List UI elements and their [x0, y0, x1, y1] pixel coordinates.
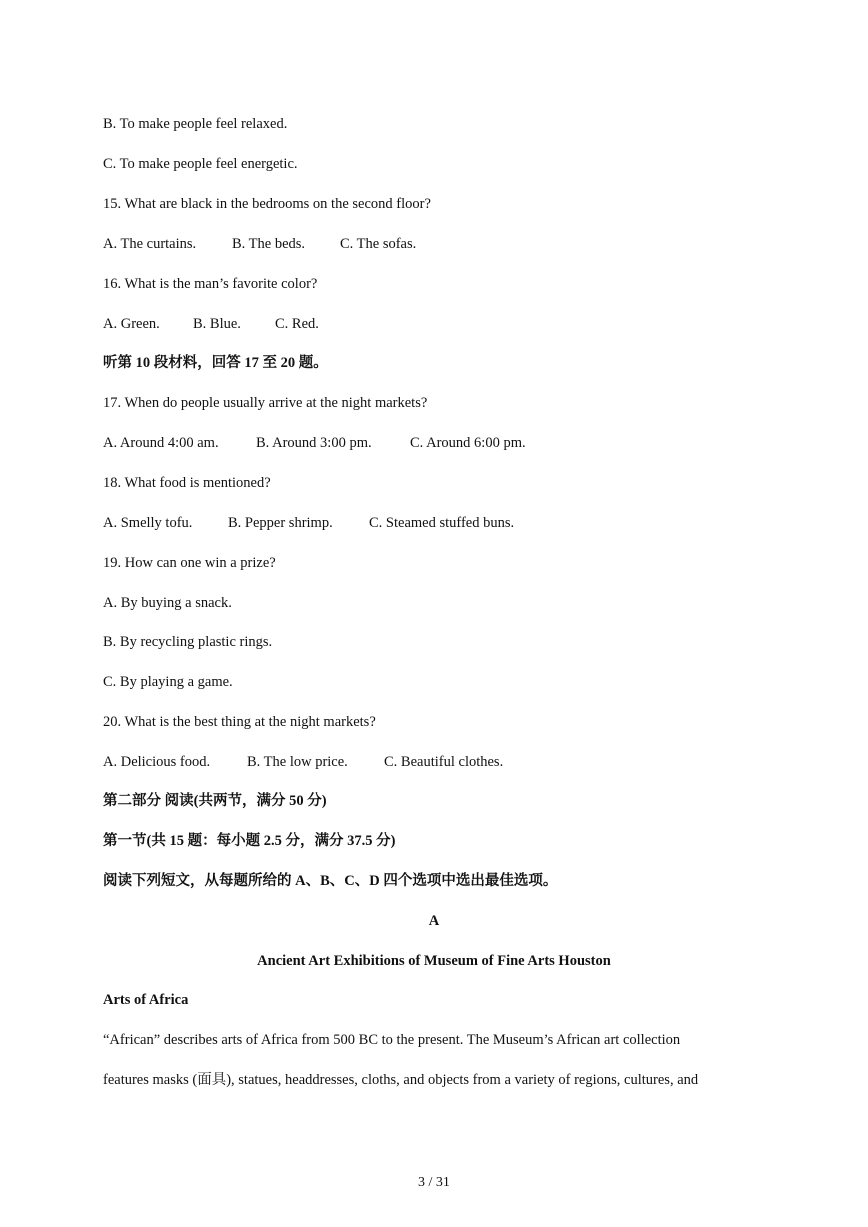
passage-letter: A [428, 913, 440, 929]
reading-instruction: 阅读下列短文，从每题所给的 A、B、C、D 四个选项中选出最佳选项。 [103, 873, 558, 889]
line-q14-option-b: B. To make people feel relaxed. [103, 116, 288, 132]
question-19-option-c: C. By playing a game. [103, 674, 233, 690]
option-c: C. Beautiful clothes. [384, 754, 504, 770]
option-a: A. Delicious food. [103, 754, 211, 770]
question-15-options [103, 234, 416, 254]
option-a: A. Smelly tofu. [103, 515, 193, 531]
question-18: 18. What food is mentioned? [103, 475, 271, 491]
option-a: A. Green. [103, 316, 160, 332]
question-16-options [103, 314, 319, 334]
option-b: B. Around 3:00 pm. [256, 435, 372, 451]
option-a: A. Around 4:00 am. [103, 435, 219, 451]
page-number: 3 / 31 [418, 1175, 450, 1190]
subheading: Arts of Africa [103, 992, 189, 1008]
paragraph-line: features masks (面具), statues, headdresses, cloths, and objects from a variety of regions, cultures, and [103, 1072, 699, 1088]
option-c: C. The sofas. [340, 236, 417, 252]
section-10-instruction: 听第 10 段材料，回答 17 至 20 题。 [103, 355, 328, 371]
option-b: B. Pepper shrimp. [228, 515, 333, 531]
option-b: B. The beds. [232, 236, 306, 252]
option-b: B. The low price. [247, 754, 348, 770]
paragraph-line: “African” describes arts of Africa from 500 BC to the present. The Museum’s African art collection [103, 1032, 681, 1048]
passage-title: Ancient Art Exhibitions of Museum of Fine Arts Houston [257, 953, 611, 969]
line-q14-option-c: C. To make people feel energetic. [103, 156, 298, 172]
section-1-heading: 第一节(共 15 题：每小题 2.5 分，满分 37.5 分) [103, 833, 396, 849]
option-a: A. The curtains. [103, 236, 197, 252]
question-19-option-b: B. By recycling plastic rings. [103, 634, 273, 650]
option-c: C. Steamed stuffed buns. [369, 515, 515, 531]
question-16: 16. What is the man’s favorite color? [103, 276, 318, 292]
question-20: 20. What is the best thing at the night markets? [103, 714, 376, 730]
question-20-options [103, 752, 503, 772]
part-2-heading: 第二部分 阅读(共两节，满分 50 分) [103, 793, 327, 809]
option-c: C. Around 6:00 pm. [410, 435, 526, 451]
question-17: 17. When do people usually arrive at the night markets? [103, 395, 428, 411]
question-15: 15. What are black in the bedrooms on the second floor? [103, 196, 431, 212]
question-19: 19. How can one win a prize? [103, 555, 276, 571]
option-b: B. Blue. [193, 316, 241, 332]
option-c: C. Red. [275, 316, 319, 332]
question-19-option-a: A. By buying a snack. [103, 595, 232, 611]
question-17-options [103, 433, 526, 453]
question-18-options [103, 513, 514, 533]
